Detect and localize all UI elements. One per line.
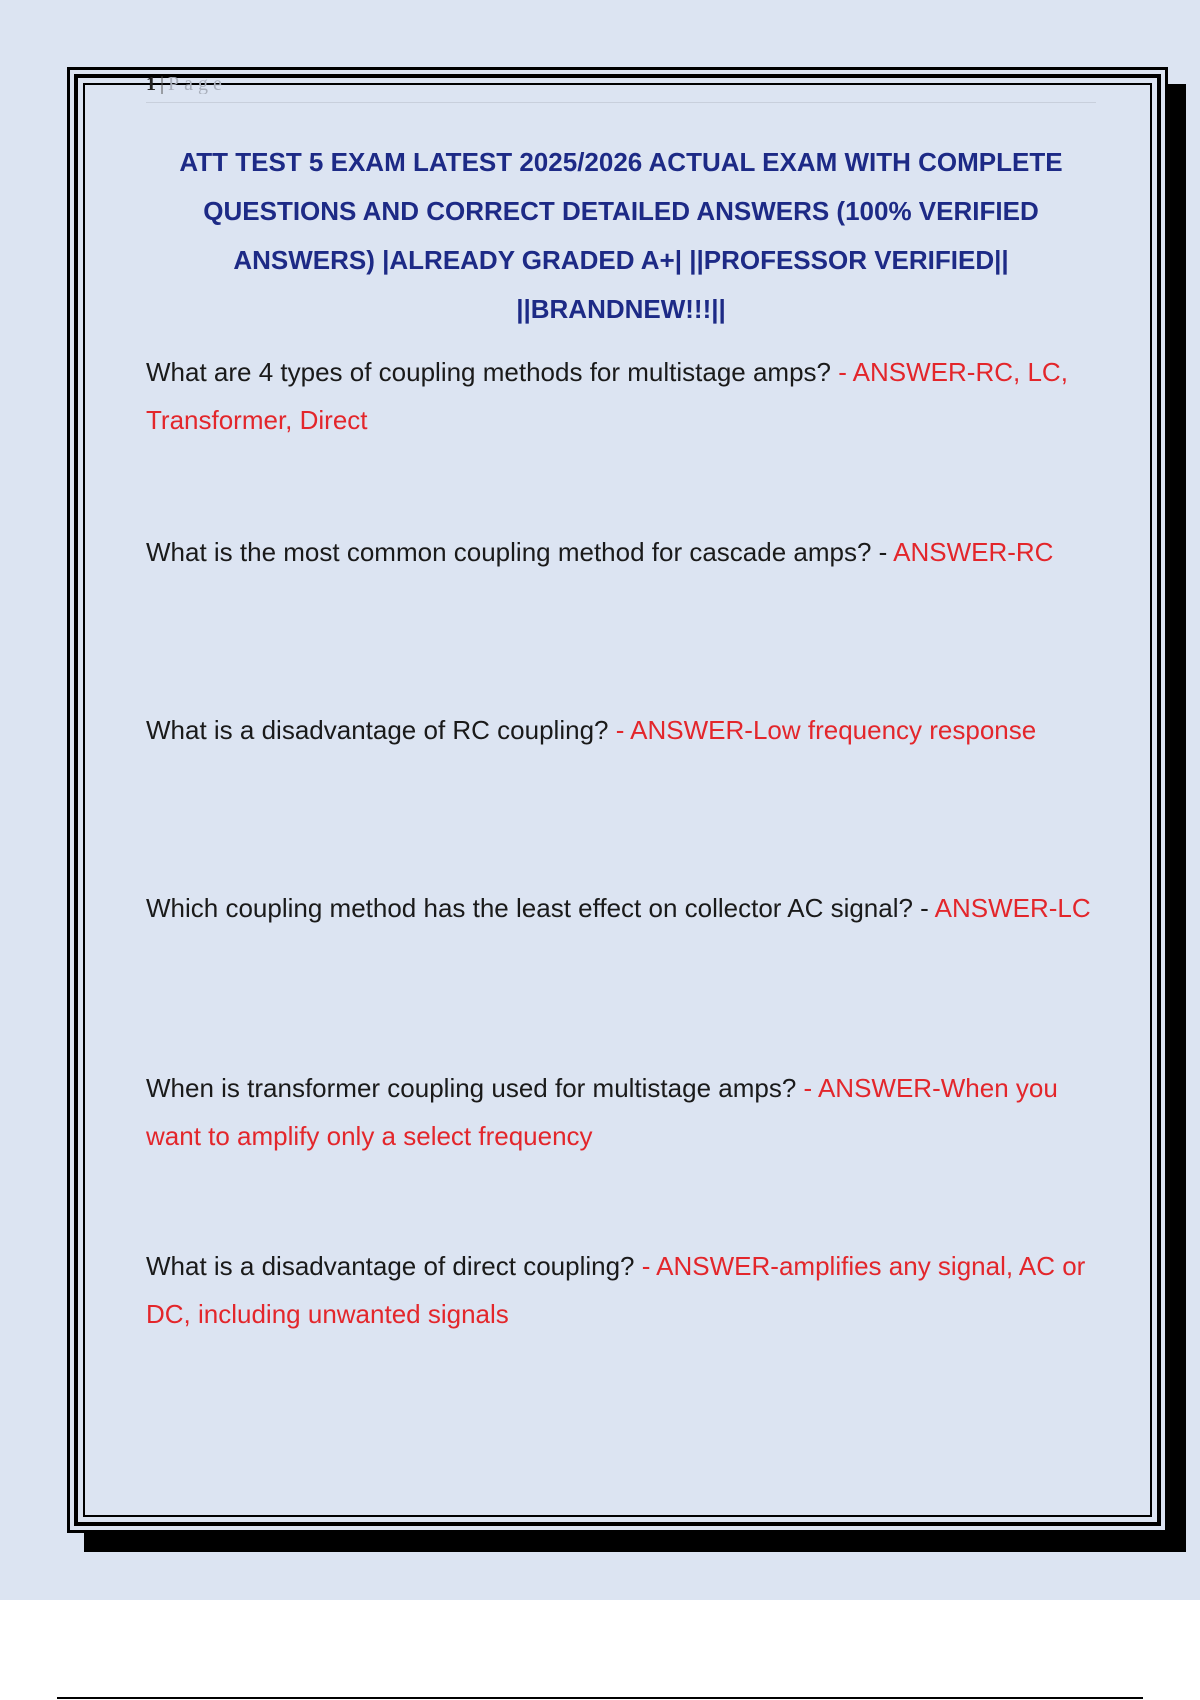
page-number-separator: | [160,74,165,94]
question-text: Which coupling method has the least effect on collector AC signal? - [146,893,929,923]
qa-item [146,1242,1096,1338]
question-text: What is a disadvantage of direct coupling? [146,1251,635,1281]
page-number: 1 [146,74,156,94]
document-title: ATT TEST 5 EXAM LATEST 2025/2026 ACTUAL EXAM WITH COMPLETE QUESTIONS AND CORRECT DETAILED ANSWERS (100% VERIFIED ANSWERS) |ALREADY GRADED A+| ||PROFESSOR VERIFIED|| ||BRANDNEW!!!|| [179,147,1063,324]
qa-item [146,884,1096,932]
qa-item [146,528,1096,576]
answer-text: - ANSWER-Low frequency response [608,715,1037,745]
page-number-header [146,74,227,94]
footer-rule [57,1697,1143,1699]
header-rule [146,102,1096,103]
page-label: Page [168,74,227,94]
qa-item [146,348,1096,444]
question-text: What is the most common coupling method for cascade amps? - [146,537,888,567]
answer-text: ANSWER-RC [887,537,1054,567]
qa-item [146,706,1096,754]
qa-item [146,1064,1096,1160]
question-text: What is a disadvantage of RC coupling? [146,715,609,745]
answer-text: ANSWER-LC [928,893,1091,923]
answer-text: - ANSWER-amplifies any signal, AC or DC, including unwanted signals [146,1251,1086,1329]
question-text: What are 4 types of coupling methods for multistage amps? [146,357,832,387]
question-text: When is transformer coupling used for multistage amps? [146,1073,797,1103]
answer-text: - ANSWER-RC, LC, Transformer, Direct [146,357,1068,435]
answer-text: - ANSWER-When you want to amplify only a select frequency [146,1073,1058,1151]
